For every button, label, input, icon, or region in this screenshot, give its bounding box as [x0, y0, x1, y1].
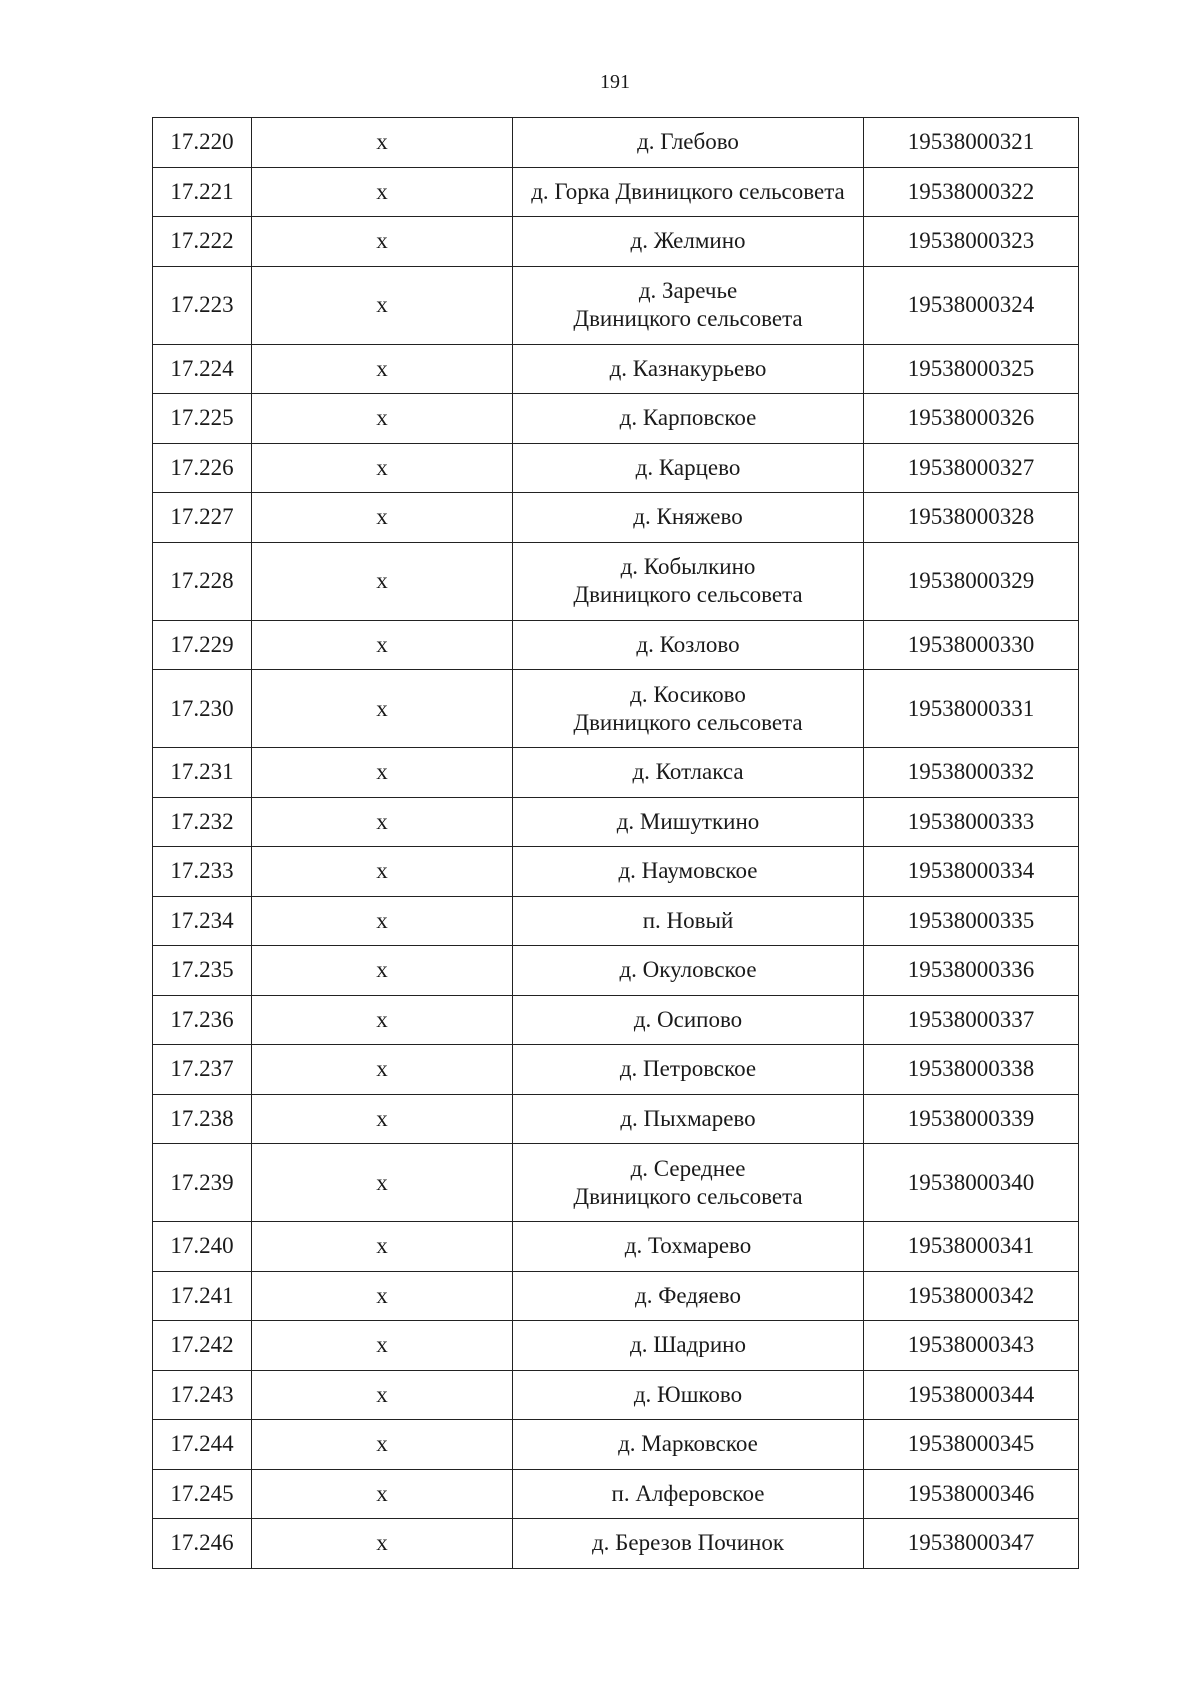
code-cell: 19538000321: [864, 118, 1079, 168]
row-number-cell: 17.223: [153, 266, 252, 344]
mark-cell: х: [252, 896, 513, 946]
code-cell: 19538000333: [864, 797, 1079, 847]
row-number-cell: 17.239: [153, 1144, 252, 1222]
table-row: [153, 1370, 1079, 1420]
code-cell: 19538000331: [864, 670, 1079, 748]
table-row: [153, 1094, 1079, 1144]
settlement-name-cell: [513, 1370, 864, 1420]
mark-cell: х: [252, 620, 513, 670]
settlement-name-cell: [513, 217, 864, 267]
mark-cell: х: [252, 995, 513, 1045]
table-row: [153, 1144, 1079, 1222]
row-number-cell: 17.228: [153, 542, 252, 620]
row-number-cell: 17.236: [153, 995, 252, 1045]
code-cell: 19538000346: [864, 1469, 1079, 1519]
settlement-name-cell: [513, 394, 864, 444]
mark-cell: х: [252, 1519, 513, 1569]
mark-cell: х: [252, 1469, 513, 1519]
mark-cell: х: [252, 118, 513, 168]
table-row: [153, 896, 1079, 946]
row-number-cell: 17.242: [153, 1321, 252, 1371]
code-cell: 19538000343: [864, 1321, 1079, 1371]
settlement-name-line: д. Княжево: [633, 504, 743, 530]
settlement-name-line: Двиницкого сельсовета: [573, 306, 803, 331]
table-row: [153, 620, 1079, 670]
settlement-name-cell: [513, 1469, 864, 1519]
settlement-name-line: д. Наумовское: [618, 858, 758, 884]
code-cell: 19538000335: [864, 896, 1079, 946]
settlement-name-cell: [513, 493, 864, 543]
settlement-name-cell: [513, 1222, 864, 1272]
table-row: [153, 995, 1079, 1045]
settlement-name-cell: [513, 443, 864, 493]
settlement-name-cell: [513, 344, 864, 394]
code-cell: 19538000328: [864, 493, 1079, 543]
settlement-name-cell: [513, 670, 864, 748]
settlement-name-cell: [513, 620, 864, 670]
mark-cell: х: [252, 217, 513, 267]
code-cell: 19538000326: [864, 394, 1079, 444]
row-number-cell: 17.230: [153, 670, 252, 748]
settlement-name-line: Двиницкого сельсовета: [573, 709, 803, 735]
settlement-name-line: п. Алферовское: [611, 1480, 765, 1506]
mark-cell: х: [252, 1094, 513, 1144]
settlement-name-cell: [513, 1094, 864, 1144]
settlement-name-line: Двиницкого сельсовета: [573, 582, 803, 607]
row-number-cell: 17.222: [153, 217, 252, 267]
code-cell: 19538000330: [864, 620, 1079, 670]
settlement-name-line: д. Козлово: [636, 631, 740, 657]
table-row: [153, 493, 1079, 543]
settlement-name-line: д. Окуловское: [619, 957, 757, 983]
mark-cell: х: [252, 394, 513, 444]
table-row: [153, 847, 1079, 897]
row-number-cell: 17.220: [153, 118, 252, 168]
row-number-cell: 17.238: [153, 1094, 252, 1144]
row-number-cell: 17.234: [153, 896, 252, 946]
mark-cell: х: [252, 167, 513, 217]
settlement-name-cell: [513, 797, 864, 847]
settlement-name-cell: [513, 1321, 864, 1371]
settlement-name-line: д. Карповское: [619, 405, 757, 431]
mark-cell: х: [252, 946, 513, 996]
mark-cell: х: [252, 266, 513, 344]
row-number-cell: 17.243: [153, 1370, 252, 1420]
table-row: [153, 1469, 1079, 1519]
code-cell: 19538000338: [864, 1045, 1079, 1095]
settlement-name-cell: [513, 1519, 864, 1569]
row-number-cell: 17.241: [153, 1271, 252, 1321]
settlement-name-line: д. Юшково: [633, 1381, 743, 1407]
code-cell: 19538000327: [864, 443, 1079, 493]
mark-cell: х: [252, 1370, 513, 1420]
settlement-name-cell: [513, 118, 864, 168]
settlement-name-line: д. Глебово: [637, 129, 739, 155]
code-cell: 19538000337: [864, 995, 1079, 1045]
table-row: [153, 217, 1079, 267]
row-number-cell: 17.224: [153, 344, 252, 394]
row-number-cell: 17.237: [153, 1045, 252, 1095]
code-cell: 19538000344: [864, 1370, 1079, 1420]
mark-cell: х: [252, 670, 513, 748]
mark-cell: х: [252, 797, 513, 847]
settlement-name-line: Двиницкого сельсовета: [573, 1183, 803, 1209]
settlement-name-cell: [513, 946, 864, 996]
settlement-name-cell: [513, 1045, 864, 1095]
mark-cell: х: [252, 443, 513, 493]
table-row: [153, 1321, 1079, 1371]
code-cell: 19538000340: [864, 1144, 1079, 1222]
code-cell: 19538000334: [864, 847, 1079, 897]
row-number-cell: 17.240: [153, 1222, 252, 1272]
code-cell: 19538000336: [864, 946, 1079, 996]
code-cell: 19538000339: [864, 1094, 1079, 1144]
settlement-name-cell: [513, 167, 864, 217]
row-number-cell: 17.245: [153, 1469, 252, 1519]
settlement-name-line: д. Косиково: [630, 681, 746, 707]
code-cell: 19538000329: [864, 542, 1079, 620]
table-row: [153, 670, 1079, 748]
page-number: 191: [600, 71, 630, 93]
settlement-name-line: д. Петровское: [619, 1056, 757, 1082]
mark-cell: х: [252, 1271, 513, 1321]
code-cell: 19538000324: [864, 266, 1079, 344]
settlement-name-cell: [513, 1420, 864, 1470]
table-row: [153, 946, 1079, 996]
code-cell: 19538000347: [864, 1519, 1079, 1569]
row-number-cell: 17.244: [153, 1420, 252, 1470]
table-row: [153, 542, 1079, 620]
table-row: [153, 1222, 1079, 1272]
table-row: [153, 394, 1079, 444]
settlement-name-line: д. Пыхмарево: [620, 1105, 756, 1131]
row-number-cell: 17.226: [153, 443, 252, 493]
settlement-name-line: д. Котлакса: [632, 759, 744, 785]
table-row: [153, 266, 1079, 344]
settlement-name-cell: [513, 995, 864, 1045]
settlement-name-cell: [513, 266, 864, 344]
row-number-cell: 17.227: [153, 493, 252, 543]
settlement-name-line: д. Федяево: [635, 1282, 741, 1308]
table-row: [153, 118, 1079, 168]
settlement-name-line: д. Шадрино: [630, 1332, 746, 1358]
settlement-name-line: д. Березов Починок: [591, 1530, 785, 1556]
mark-cell: х: [252, 1045, 513, 1095]
settlement-name-line: д. Мишуткино: [616, 808, 760, 834]
settlement-name-line: д. Середнее: [630, 1155, 746, 1181]
table-row: [153, 1420, 1079, 1470]
code-cell: 19538000342: [864, 1271, 1079, 1321]
mark-cell: х: [252, 1144, 513, 1222]
code-cell: 19538000332: [864, 748, 1079, 798]
table-row: [153, 443, 1079, 493]
mark-cell: х: [252, 847, 513, 897]
table-body: [153, 118, 1079, 1569]
settlement-name-line: д. Горка Двиницкого сельсовета: [531, 178, 845, 204]
settlement-name-line: д. Марковское: [618, 1431, 758, 1457]
settlement-name-line: д. Заречье: [638, 278, 738, 303]
code-cell: 19538000322: [864, 167, 1079, 217]
settlement-name-cell: [513, 748, 864, 798]
table-row: [153, 167, 1079, 217]
mark-cell: х: [252, 344, 513, 394]
table-row: [153, 748, 1079, 798]
table-row: [153, 1045, 1079, 1095]
row-number-cell: 17.229: [153, 620, 252, 670]
row-number-cell: 17.235: [153, 946, 252, 996]
settlement-name-line: д. Казнакурьево: [609, 355, 767, 381]
row-number-cell: 17.221: [153, 167, 252, 217]
row-number-cell: 17.233: [153, 847, 252, 897]
mark-cell: х: [252, 542, 513, 620]
settlement-name-cell: [513, 1144, 864, 1222]
settlement-name-line: п. Новый: [642, 907, 734, 933]
row-number-cell: 17.225: [153, 394, 252, 444]
row-number-cell: 17.232: [153, 797, 252, 847]
settlement-name-cell: [513, 542, 864, 620]
mark-cell: х: [252, 1420, 513, 1470]
table-row: [153, 1271, 1079, 1321]
mark-cell: х: [252, 1321, 513, 1371]
code-cell: 19538000323: [864, 217, 1079, 267]
settlement-name-line: д. Карцево: [635, 454, 741, 480]
table-row: [153, 344, 1079, 394]
code-cell: 19538000341: [864, 1222, 1079, 1272]
settlements-table: [152, 117, 1079, 1569]
row-number-cell: 17.231: [153, 748, 252, 798]
mark-cell: х: [252, 748, 513, 798]
code-cell: 19538000345: [864, 1420, 1079, 1470]
table-row: [153, 1519, 1079, 1569]
code-cell: 19538000325: [864, 344, 1079, 394]
settlement-name-line: д. Кобылкино: [620, 554, 756, 579]
settlement-name-cell: [513, 1271, 864, 1321]
settlement-name-line: д. Осипово: [633, 1006, 743, 1032]
row-number-cell: 17.246: [153, 1519, 252, 1569]
settlement-name-line: д. Желмино: [630, 228, 746, 254]
settlement-name-cell: [513, 847, 864, 897]
settlement-name-line: д. Тохмарево: [624, 1233, 752, 1259]
mark-cell: х: [252, 493, 513, 543]
table-row: [153, 797, 1079, 847]
mark-cell: х: [252, 1222, 513, 1272]
settlement-name-cell: [513, 896, 864, 946]
